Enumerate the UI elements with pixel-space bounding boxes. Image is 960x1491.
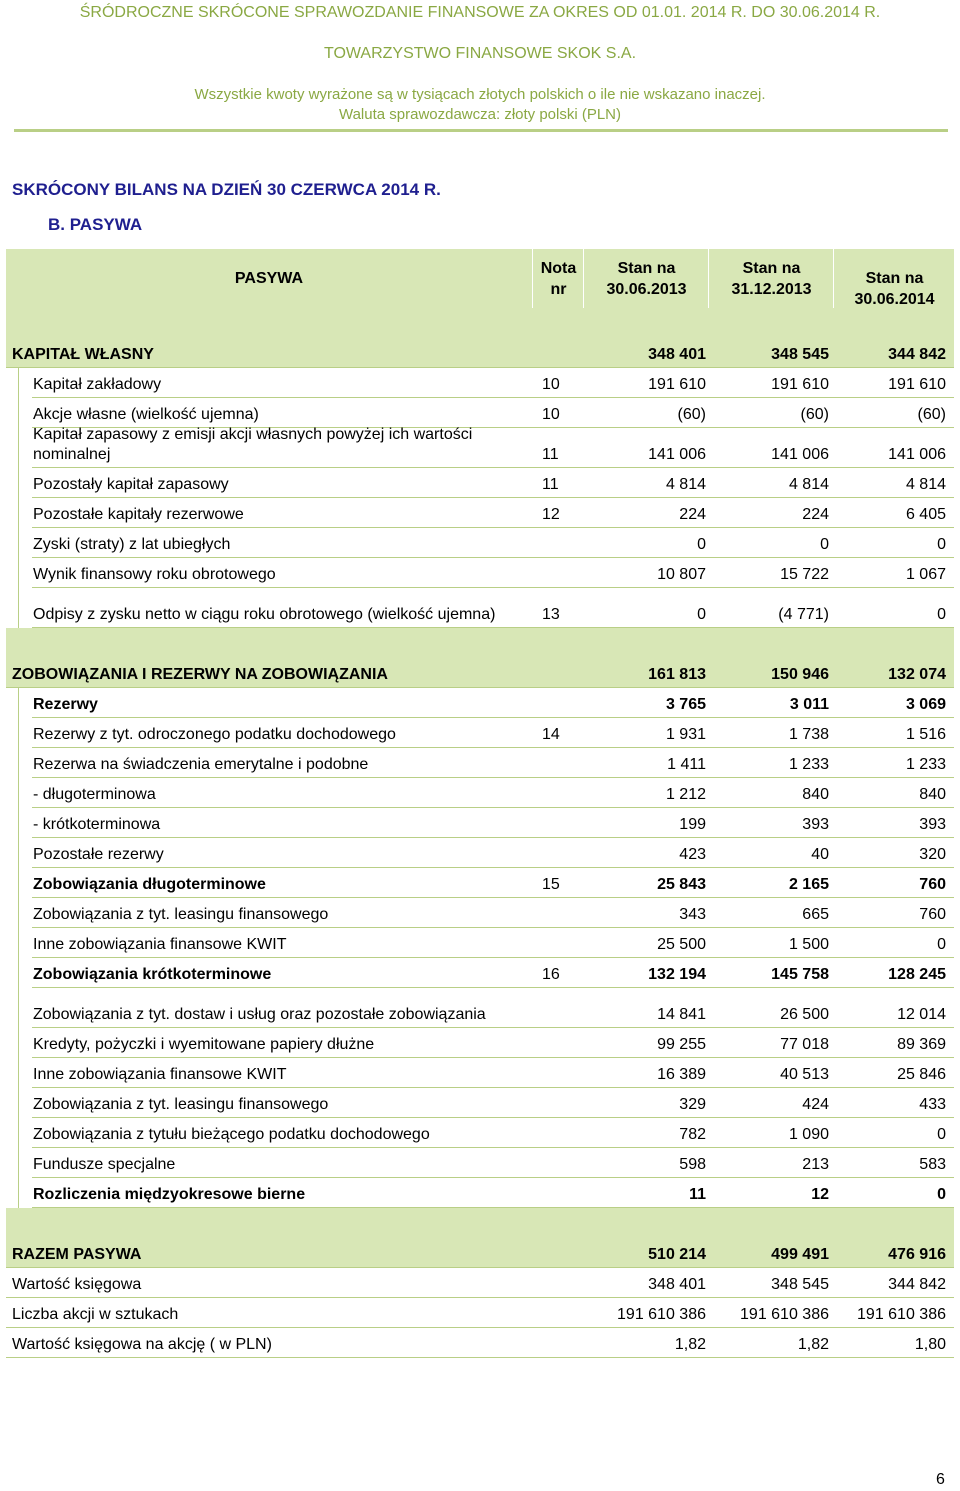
row-label: Pozostały kapitał zapasowy — [33, 476, 229, 493]
row-label: Pozostałe kapitały rezerwowe — [33, 506, 244, 523]
row-label: Inne zobowiązania finansowe KWIT — [33, 936, 287, 953]
value-31-12-2013: 1 090 — [788, 1126, 829, 1143]
row-nota: 10 — [542, 376, 560, 393]
table-row — [6, 718, 954, 748]
table-row — [6, 1058, 954, 1088]
value-30-06-2013: 510 214 — [648, 1246, 706, 1263]
table-row — [6, 928, 954, 958]
value-30-06-2014: 1 516 — [905, 726, 946, 743]
table-row — [6, 528, 954, 558]
value-30-06-2014: 0 — [937, 606, 946, 623]
table-row — [6, 868, 954, 898]
currency-note: Waluta sprawozdawcza: złoty polski (PLN) — [338, 106, 622, 123]
value-30-06-2014: 191 610 386 — [857, 1306, 946, 1323]
table-row — [6, 428, 954, 468]
row-label: Zobowiązania długoterminowe — [33, 876, 266, 893]
table-row — [6, 558, 954, 588]
value-30-06-2013: 25 843 — [657, 876, 706, 893]
value-30-06-2014: 89 369 — [897, 1036, 946, 1053]
value-31-12-2013: 3 011 — [789, 696, 829, 713]
value-30-06-2014: 760 — [919, 906, 946, 923]
amounts-note: Wszystkie kwoty wyrażone są w tysiącach złotych polskich o ile nie wskazano inaczej. — [194, 86, 766, 103]
row-label: RAZEM PASYWA — [12, 1246, 142, 1263]
row-label: ZOBOWIĄZANIA I REZERWY NA ZOBOWIĄZANIA — [12, 666, 388, 683]
value-30-06-2013: 10 807 — [657, 566, 706, 583]
value-31-12-2013: 141 006 — [771, 446, 829, 463]
value-30-06-2013: 11 — [689, 1186, 706, 1203]
row-nota: 14 — [542, 726, 560, 743]
row-label: Pozostałe rezerwy — [33, 846, 164, 863]
value-31-12-2013: 40 513 — [780, 1066, 829, 1083]
value-30-06-2013: 343 — [679, 906, 706, 923]
col-header-30-06-2014 — [833, 249, 955, 308]
value-30-06-2013: 191 610 — [648, 376, 706, 393]
row-label: Inne zobowiązania finansowe KWIT — [33, 1066, 287, 1083]
row-label: Wartość księgowa — [12, 1276, 142, 1293]
row-label: Zobowiązania z tyt. leasingu finansowego — [33, 906, 329, 923]
value-31-12-2013: 2 165 — [788, 876, 829, 893]
value-30-06-2013: 1 212 — [665, 786, 706, 803]
table-row — [6, 1028, 954, 1058]
row-label: Liczba akcji w sztukach — [12, 1306, 179, 1323]
table-row — [6, 1268, 954, 1298]
row-label: Akcje własne (wielkość ujemna) — [33, 406, 259, 423]
value-31-12-2013: 77 018 — [780, 1036, 829, 1053]
row-divider — [32, 627, 954, 628]
table-row — [6, 838, 954, 868]
table-row — [6, 898, 954, 928]
value-30-06-2014: 25 846 — [897, 1066, 946, 1083]
value-30-06-2013: 1 931 — [665, 726, 706, 743]
table-row — [6, 1118, 954, 1148]
row-label: Rezerwy z tyt. odroczonego podatku dochodowego — [33, 726, 396, 743]
value-30-06-2014: 476 916 — [888, 1246, 946, 1263]
row-label: Wynik finansowy roku obrotowego — [33, 566, 276, 583]
row-divider — [32, 1207, 954, 1208]
value-31-12-2013: 424 — [802, 1096, 829, 1113]
table-row — [6, 498, 954, 528]
table-row — [6, 988, 954, 1028]
value-30-06-2013: 782 — [679, 1126, 706, 1143]
value-31-12-2013: 145 758 — [771, 966, 829, 983]
value-30-06-2014: 320 — [919, 846, 946, 863]
value-30-06-2013: 16 389 — [657, 1066, 706, 1083]
row-label: - krótkoterminowa — [33, 816, 161, 833]
value-30-06-2013: 4 814 — [665, 476, 706, 493]
row-label: Kapitał zakładowy — [33, 376, 162, 393]
value-30-06-2013: 99 255 — [657, 1036, 706, 1053]
table-row — [6, 1148, 954, 1178]
section-subtitle: B. PASYWA — [48, 215, 143, 234]
value-30-06-2014: 12 014 — [897, 1006, 946, 1023]
value-31-12-2013: 12 — [811, 1186, 829, 1203]
row-nota: 10 — [542, 406, 560, 423]
company-name: TOWARZYSTWO FINANSOWE SKOK S.A. — [323, 45, 637, 62]
row-label: Zobowiązania krótkoterminowe — [33, 966, 272, 983]
value-30-06-2014: (60) — [917, 406, 946, 423]
value-31-12-2013: 393 — [802, 816, 829, 833]
row-label: Rezerwy — [33, 696, 98, 713]
row-label: Fundusze specjalne — [33, 1156, 176, 1173]
value-31-12-2013: 40 — [811, 846, 829, 863]
table-header — [6, 249, 954, 308]
value-30-06-2013: 14 841 — [657, 1006, 706, 1023]
table-row — [6, 1298, 954, 1328]
value-30-06-2013: 224 — [679, 506, 706, 523]
value-30-06-2014: 1 067 — [905, 566, 946, 583]
row-label: Zobowiązania z tyt. leasingu finansowego — [33, 1096, 329, 1113]
value-30-06-2013: 348 401 — [648, 1276, 706, 1293]
value-31-12-2013: 1 233 — [788, 756, 829, 773]
row-label: Zobowiązania z tytułu bieżącego podatku dochodowego — [33, 1126, 430, 1143]
col-header-30-06-2014-text: Stan na 30.06.2014 — [854, 270, 935, 308]
value-31-12-2013: 840 — [802, 786, 829, 803]
value-30-06-2014: 191 610 — [888, 376, 946, 393]
value-31-12-2013: 665 — [802, 906, 829, 923]
value-30-06-2014: 0 — [937, 936, 946, 953]
value-30-06-2013: 191 610 386 — [617, 1306, 706, 1323]
value-30-06-2013: 161 813 — [648, 666, 706, 683]
row-divider — [6, 1357, 954, 1358]
row-label: Rozliczenia międzyokresowe bierne — [33, 1186, 306, 1203]
value-31-12-2013: 213 — [802, 1156, 829, 1173]
value-30-06-2014: 132 074 — [888, 666, 946, 683]
value-30-06-2013: 329 — [679, 1096, 706, 1113]
value-31-12-2013: (4 771) — [778, 606, 829, 623]
value-30-06-2013: 423 — [679, 846, 706, 863]
table-row — [6, 1328, 954, 1358]
value-30-06-2014: 433 — [919, 1096, 946, 1113]
table-row — [6, 688, 954, 718]
value-30-06-2014: 344 842 — [888, 346, 946, 363]
row-label: Zobowiązania z tyt. dostaw i usług oraz pozostałe zobowiązania — [33, 1006, 486, 1023]
report-header-title: ŚRÓDROCZNE SKRÓCONE SPRAWOZDANIE FINANSOWE ZA OKRES OD 01.01. 2014 R. DO 30.06.2014 R. — [79, 4, 881, 21]
value-30-06-2013: 0 — [697, 606, 706, 623]
table-row — [6, 468, 954, 498]
value-30-06-2014: 141 006 — [888, 446, 946, 463]
row-label: Rezerwa na świadczenia emerytalne i podobne — [33, 756, 369, 773]
value-30-06-2013: 348 401 — [648, 346, 706, 363]
value-30-06-2013: 598 — [679, 1156, 706, 1173]
value-30-06-2014: 4 814 — [905, 476, 946, 493]
table-row — [6, 368, 954, 398]
value-30-06-2014: 6 405 — [905, 506, 946, 523]
value-30-06-2013: 0 — [697, 536, 706, 553]
table-row — [6, 1088, 954, 1118]
row-label: - długoterminowa — [33, 786, 156, 803]
value-30-06-2014: 393 — [919, 816, 946, 833]
value-31-12-2013: 0 — [820, 536, 829, 553]
balance-sheet-title: SKRÓCONY BILANS NA DZIEŃ 30 CZERWCA 2014 R. — [12, 180, 441, 199]
table-row — [6, 588, 954, 628]
value-30-06-2013: 3 765 — [665, 696, 706, 713]
value-30-06-2014: 583 — [919, 1156, 946, 1173]
value-31-12-2013: 1 500 — [788, 936, 829, 953]
value-30-06-2014: 0 — [937, 1126, 946, 1143]
col-header-nota: Nota nr — [532, 249, 584, 308]
table-row — [6, 398, 954, 428]
value-31-12-2013: 150 946 — [771, 666, 829, 683]
table-row — [6, 958, 954, 988]
table-row — [6, 338, 954, 368]
value-31-12-2013: 224 — [802, 506, 829, 523]
value-30-06-2013: (60) — [677, 406, 706, 423]
row-nota: 11 — [542, 446, 559, 463]
value-31-12-2013: 15 722 — [780, 566, 829, 583]
row-nota: 12 — [542, 506, 560, 523]
col-header-30-06-2013: Stan na 30.06.2013 — [583, 249, 709, 308]
value-30-06-2014: 344 842 — [888, 1276, 946, 1293]
table-row — [6, 748, 954, 778]
value-30-06-2013: 1 411 — [667, 756, 706, 773]
row-label: Zyski (straty) z lat ubiegłych — [33, 536, 231, 553]
value-30-06-2014: 3 069 — [905, 696, 946, 713]
table-row — [6, 1238, 954, 1268]
page-number: 6 — [936, 1471, 945, 1488]
value-31-12-2013: 191 610 — [771, 376, 829, 393]
row-label: KAPITAŁ WŁASNY — [12, 346, 154, 363]
value-31-12-2013: 348 545 — [771, 346, 829, 363]
value-31-12-2013: 348 545 — [771, 1276, 829, 1293]
row-label: Odpisy z zysku netto w ciągu roku obrotowego (wielkość ujemna) — [33, 606, 496, 623]
row-label: Kapitał zapasowy z emisji akcji własnych powyżej ich wartości nominalnej — [33, 426, 473, 463]
value-30-06-2014: 1 233 — [905, 756, 946, 773]
value-31-12-2013: 1 738 — [788, 726, 829, 743]
col-header-pasywa: PASYWA — [234, 270, 304, 287]
value-31-12-2013: 26 500 — [780, 1006, 829, 1023]
value-31-12-2013: 499 491 — [771, 1246, 829, 1263]
value-30-06-2014: 760 — [919, 876, 946, 893]
table-row — [6, 778, 954, 808]
value-30-06-2014: 0 — [937, 536, 946, 553]
row-nota: 15 — [542, 876, 560, 893]
row-nota: 16 — [542, 966, 560, 983]
row-label: Wartość księgowa na akcję ( w PLN) — [12, 1336, 272, 1353]
row-nota: 13 — [542, 606, 560, 623]
value-31-12-2013: 4 814 — [788, 476, 829, 493]
value-30-06-2013: 132 194 — [648, 966, 706, 983]
col-header-31-12-2013: Stan na 31.12.2013 — [708, 249, 834, 308]
table-row — [6, 1178, 954, 1208]
value-31-12-2013: 191 610 386 — [740, 1306, 829, 1323]
row-nota: 11 — [542, 476, 559, 493]
row-label: Kredyty, pożyczki i wyemitowane papiery dłużne — [33, 1036, 375, 1053]
value-30-06-2014: 1,80 — [914, 1336, 946, 1353]
value-30-06-2014: 0 — [937, 1186, 946, 1203]
value-30-06-2014: 840 — [919, 786, 946, 803]
value-31-12-2013: (60) — [800, 406, 829, 423]
value-30-06-2014: 128 245 — [888, 966, 946, 983]
table-row — [6, 808, 954, 838]
value-30-06-2013: 25 500 — [657, 936, 706, 953]
value-30-06-2013: 199 — [679, 816, 706, 833]
value-30-06-2013: 1,82 — [674, 1336, 706, 1353]
value-31-12-2013: 1,82 — [797, 1336, 829, 1353]
table-row — [6, 658, 954, 688]
value-30-06-2013: 141 006 — [648, 446, 706, 463]
header-divider — [14, 129, 948, 132]
